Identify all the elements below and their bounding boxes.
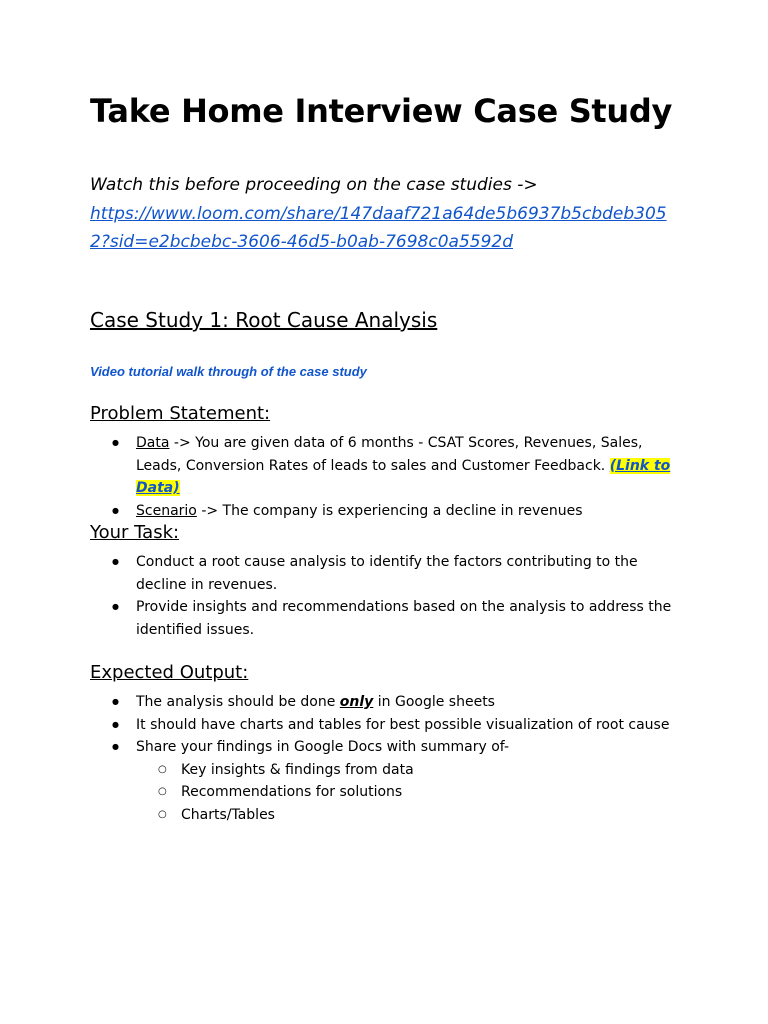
sub-list-item: ○ Charts/Tables	[136, 804, 680, 827]
data-text: -> You are given data of 6 months - CSAT Scores, Revenues, Sales, Leads, Conversion Rates of leads to sales and Customer Feedback.	[136, 435, 643, 474]
sub-list-item: ○ Key insights & findings from data	[136, 759, 680, 782]
list-item	[90, 432, 680, 500]
data-label: Data	[136, 435, 170, 451]
list-item	[90, 691, 680, 714]
output-text-before: The analysis should be done	[136, 694, 340, 710]
list-item: ● Provide insights and recommendations based on the analysis to address the identified issues.	[90, 596, 680, 641]
list-item	[90, 736, 680, 826]
link-to-data[interactable]: (Link to Data)	[136, 457, 671, 496]
summary-sub-list	[136, 759, 680, 827]
your-task-list	[90, 551, 680, 641]
expected-output-list	[90, 691, 680, 826]
sub-list-item: ○ Recommendations for solutions	[136, 781, 680, 804]
problem-statement-heading: Problem Statement:	[90, 403, 271, 424]
list-item: ● Conduct a root cause analysis to identify the factors contributing to the decline in revenues.	[90, 551, 680, 596]
intro-paragraph	[90, 171, 690, 257]
output-text-after: in Google sheets	[373, 694, 495, 710]
problem-statement-list	[90, 432, 680, 522]
expected-output-heading: Expected Output:	[90, 662, 249, 683]
video-tutorial-link[interactable]: Video tutorial walk through of the case study	[90, 364, 367, 379]
loom-video-link[interactable]: https://www.loom.com/share/147daaf721a64de5b6937b5cbdeb3052?sid=e2bcbebc-3606-46d5-b0ab-7698c0a5592d	[90, 203, 667, 252]
only-emphasis: only	[339, 694, 374, 710]
scenario-label: Scenario	[136, 502, 197, 519]
your-task-heading: Your Task:	[90, 522, 180, 543]
document-title: Take Home Interview Case Study	[90, 92, 673, 130]
intro-text: Watch this before proceeding on the case studies ->	[90, 175, 538, 195]
scenario-text: -> The company is experiencing a decline in revenues	[196, 502, 583, 519]
share-findings-text: Share your findings in Google Docs with summary of-	[136, 739, 510, 755]
list-item: ● It should have charts and tables for best possible visualization of root cause	[90, 714, 680, 737]
list-item	[90, 500, 680, 523]
case-study-1-heading: Case Study 1: Root Cause Analysis	[90, 308, 438, 332]
